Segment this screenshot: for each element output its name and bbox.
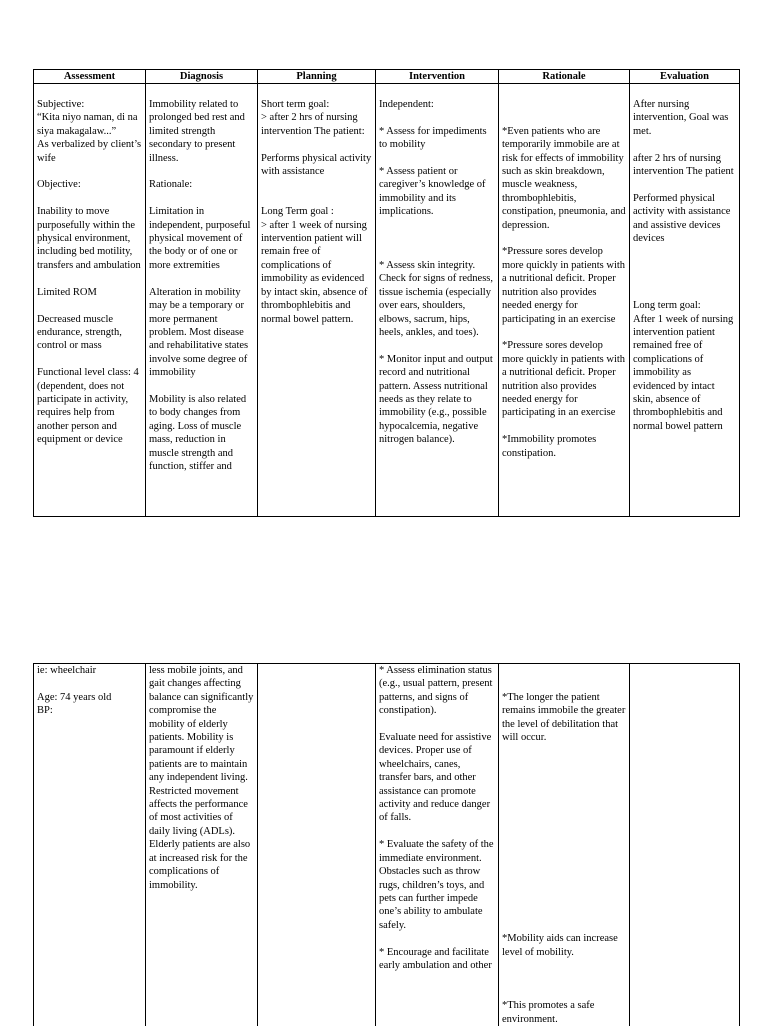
evaluation-cell — [630, 84, 740, 517]
assessment-cell — [34, 664, 146, 1026]
planning-text: Short term goal: > after 2 hrs of nursing intervention The patient: Performs physical activity with assistance Long Term goal : > after 1 week of nursing intervention patient will remain free of complications of immobility as evidenced by intact skin, absence of thrombophlebitis and normal bowel pattern. — [261, 99, 372, 325]
assessment-cell — [34, 84, 146, 517]
table-row — [34, 84, 740, 517]
rationale-text: *Even patients who are temporarily immobile are at risk for effects of immobility such as skin breakdown, muscle weakness, thrombophlebitis, constipation, pneumonia, and depression. *Pressure sores develop more quickly in patients with a nutritional deficit. Proper nutrition also provides needed energy for participating in an exercise *Pressure sores develop more quickly in patients with a nutritional deficit. Proper nutrition also provides needed energy for participating in an exercise *Immobility promotes constipation. — [502, 125, 626, 459]
intervention-cell — [376, 84, 499, 517]
header-row — [34, 70, 740, 84]
planning-cell — [258, 664, 376, 1026]
intervention-cell — [376, 664, 499, 1026]
care-plan-table-page-1 — [33, 69, 740, 517]
header-rationale: Rationale — [499, 70, 630, 84]
header-assessment: Assessment — [34, 70, 146, 84]
rationale-cell — [499, 84, 630, 517]
intervention-text: Independent: * Assess for impediments to mobility * Assess patient or caregiver’s knowledge of immobility and its implications. * Assess skin integrity. Check for signs of redness, tissue ischemia (especially over ears, shoulders, elbows, sacrum, hips, heels, ankles, and toes). * Monitor input and output record and nutritional pattern. Assess nutritional needs as they relate to immobility (e.g., possible hypocalcemia, negative nitrogen balance). — [379, 99, 494, 446]
assessment-text: ie: wheelchair Age: 74 years old BP: — [37, 665, 112, 717]
table-row — [34, 664, 740, 1026]
assessment-text: Subjective: “Kita niyo naman, di na siya makagalaw...” As verbalized by client’s wife Objective: Inability to move purposefully within the physical environment, including bed motility, transfers and ambulation Limited ROM Decreased muscle endurance, strength, control or mass Functional level class: 4 (dependent, does not participate in activity, requires help from another person and equipment or device — [37, 99, 142, 446]
evaluation-text: After nursing intervention, Goal was met. after 2 hrs of nursing intervention The patient Performed physical activity with assistance and assistive devices devices Long term goal: After 1 week of nursing intervention patient remained free of complications of immobility as evidenced by intact skin, absence of thrombophlebitis and normal bowel pattern — [633, 99, 734, 432]
header-intervention: Intervention — [376, 70, 499, 84]
rationale-text: *The longer the patient remains immobile the greater the level of debilitation that will occur. *Mobility aids can increase level of mobility. *This promotes a safe environment. — [502, 691, 626, 1025]
header-evaluation: Evaluation — [630, 70, 740, 84]
diagnosis-cell — [146, 84, 258, 517]
header-planning: Planning — [258, 70, 376, 84]
planning-cell — [258, 84, 376, 517]
intervention-text: * Assess elimination status (e.g., usual pattern, present patterns, and signs of constipation). Evaluate need for assistive devices. Proper use of wheelchairs, canes, transfer bars, and other assistance can promote activity and reduce danger of falls. * Evaluate the safety of the immediate environment. Obstacles such as throw rugs, children’s toys, and pets can further impede one’s ability to ambulate safely. * Encourage and facilitate early ambulation and other — [379, 665, 494, 971]
diagnosis-cell — [146, 664, 258, 1026]
diagnosis-text: Immobility related to prolonged bed rest and limited strength secondary to present illness. Rationale: Limitation in independent, purposeful physical movement of the body or of one or more extremities Alteration in mobility may be a temporary or more permanent problem. Most disease and rehabilitative states involve some degree of immobility Mobility is also related to body changes from aging. Loss of muscle mass, reduction in muscle strength and function, stiffer and — [149, 99, 251, 472]
header-diagnosis: Diagnosis — [146, 70, 258, 84]
diagnosis-text: less mobile joints, and gait changes affecting balance can significantly compromise the mobility of elderly patients. Mobility is paramount if elderly patients are to maintain any independent living. Restricted movement affects the performance of most activities of daily living (ADLs). Elderly patients are also at increased risk for the complications of immobility. — [149, 665, 256, 891]
rationale-cell — [499, 664, 630, 1026]
care-plan-table-page-2 — [33, 663, 740, 1026]
evaluation-cell — [630, 664, 740, 1026]
